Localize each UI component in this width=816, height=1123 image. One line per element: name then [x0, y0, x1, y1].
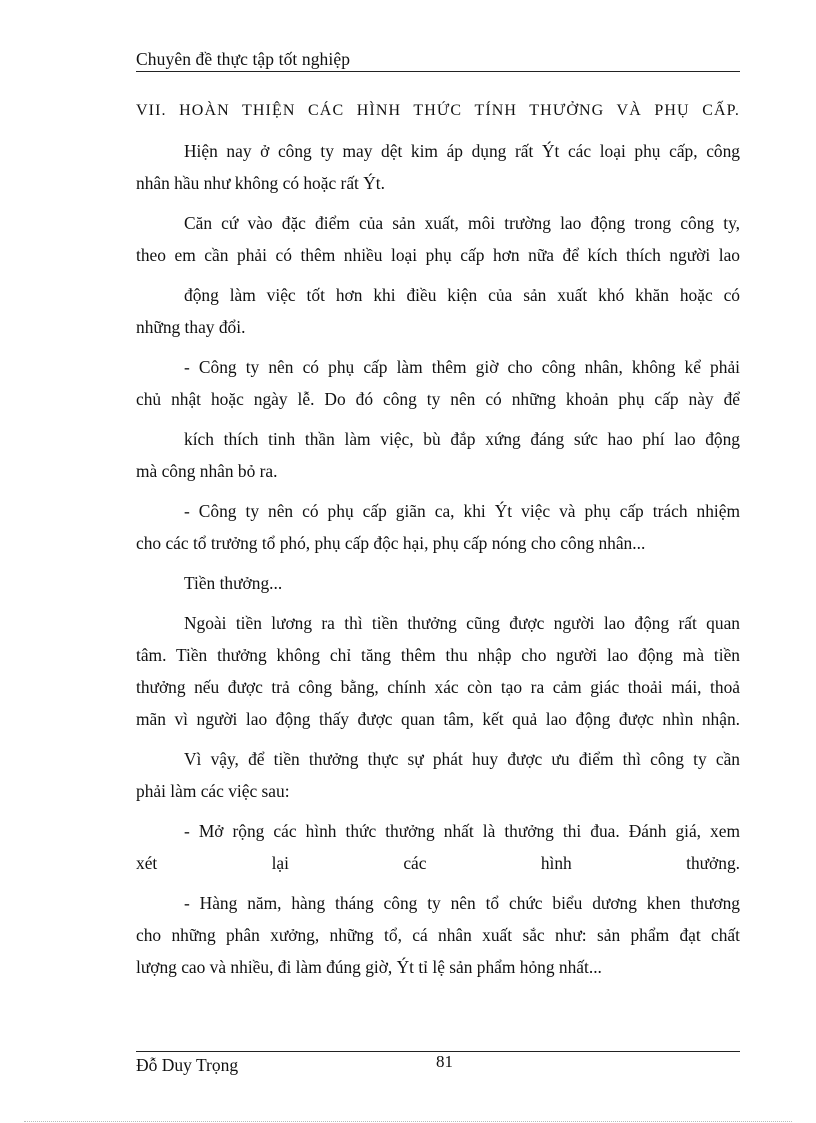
footer-author: Đỗ Duy Trọng [136, 1055, 239, 1075]
paragraph-line: động làm việc tốt hơn khi điều kiện của sản xuất khó khăn hoặc có [184, 285, 740, 305]
header-title: Chuyên đề thực tập tốt nghiệp [136, 49, 351, 69]
page-number: 81 [436, 1052, 453, 1071]
subheading: Tiền thưởng... [184, 573, 283, 593]
paragraph-line: thưởng nếu được trả công bằng, chính xác còn tạo ra cảm giác thoải mái, thoả [136, 677, 740, 697]
paragraph-line: chủ nhật hoặc ngày lễ. Do đó công ty nên có những khoản phụ cấp này để [136, 389, 740, 409]
paragraph-line: Căn cứ vào đặc điểm của sản xuất, môi trường lao động trong công ty, [184, 213, 740, 233]
paragraph-line: phải làm các việc sau: [136, 781, 290, 801]
paragraph-line: mãn vì người lao động thấy được quan tâm, kết quả lao động được nhìn nhận. [136, 709, 740, 729]
paragraph-line: lượng cao và nhiều, đi làm đúng giờ, Ýt tỉ lệ sản phẩm hỏng nhất... [136, 957, 602, 977]
paragraph-line: kích thích tinh thần làm việc, bù đắp xứng đáng sức hao phí lao động [184, 429, 740, 449]
paragraph-line: - Mở rộng các hình thức thưởng nhất là thưởng thi đua. Đánh giá, xem [184, 821, 740, 841]
paragraph-line: cho những phân xưởng, những tổ, cá nhân xuất sắc như: sản phẩm đạt chất [136, 925, 740, 945]
paragraph-line: Hiện nay ở công ty may dệt kim áp dụng rất Ýt các loại phụ cấp, công [184, 141, 740, 161]
paragraph-line: - Hàng năm, hàng tháng công ty nên tổ chức biểu dương khen thương [184, 893, 740, 913]
paragraph-line: theo em cần phải có thêm nhiều loại phụ cấp hơn nữa để kích thích người lao [136, 245, 740, 265]
paragraph-line: - Công ty nên có phụ cấp giãn ca, khi Ýt việc và phụ cấp trách nhiệm [184, 501, 740, 521]
paragraph-line: Vì vậy, để tiền thưởng thực sự phát huy được ưu điểm thì công ty cần [184, 749, 740, 769]
paragraph-line: - Công ty nên có phụ cấp làm thêm giờ cho công nhân, không kể phải [184, 357, 740, 377]
paragraph-line: những thay đổi. [136, 317, 246, 337]
paragraph-line: xét lại các hình thưởng. [136, 853, 740, 873]
header-divider [136, 71, 740, 72]
paragraph-line: nhân hầu như không có hoặc rất Ýt. [136, 173, 385, 193]
paragraph-line: Ngoài tiền lương ra thì tiền thưởng cũng được người lao động rất quan [184, 613, 740, 633]
page-edge-divider [24, 1121, 792, 1122]
paragraph-line: mà công nhân bỏ ra. [136, 461, 278, 481]
paragraph-line: cho các tổ trưởng tổ phó, phụ cấp độc hại, phụ cấp nóng cho công nhân... [136, 533, 646, 553]
paragraph-line: tâm. Tiền thưởng không chỉ tăng thêm thu nhập cho người lao động mà tiền [136, 645, 740, 665]
section-heading: VII. HOÀN THIỆN CÁC HÌNH THỨC TÍNH THƯỞNG VÀ PHỤ CẤP. [136, 102, 740, 119]
